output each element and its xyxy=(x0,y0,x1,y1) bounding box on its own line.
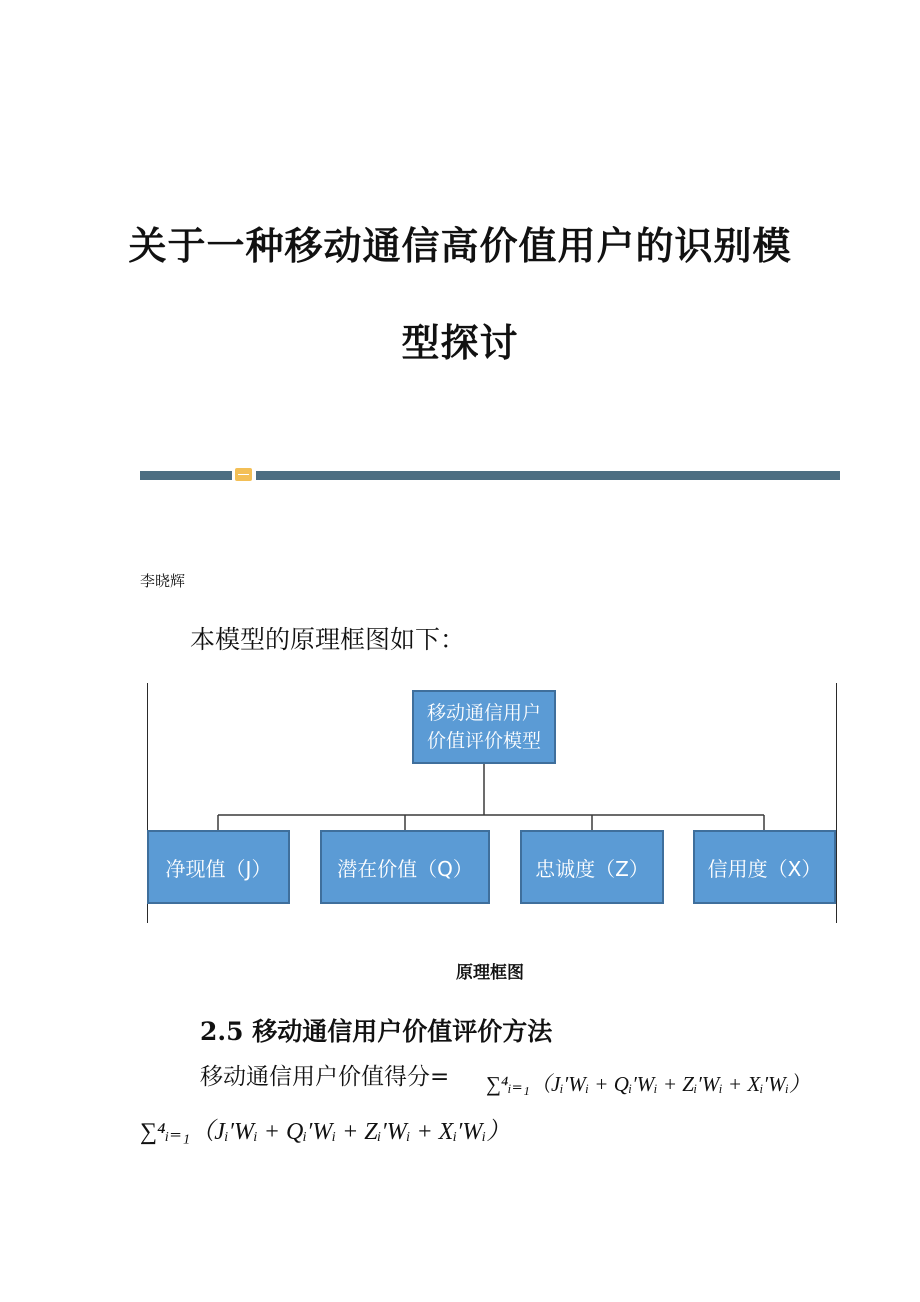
diagram-root-node xyxy=(412,690,556,764)
author-name: 李晓辉 xyxy=(140,572,186,590)
diagram-leaf-node: 潜在价值（Q） xyxy=(320,830,490,904)
diagram-leaf-node: 信用度（X） xyxy=(693,830,836,904)
formula-display: ∑⁴ᵢ₌₁（Jᵢ′Wᵢ + Qᵢ′Wᵢ + Zᵢ′Wᵢ + Xᵢ′Wᵢ） xyxy=(140,1119,511,1145)
document-title-line-2: 型探讨 xyxy=(401,320,519,365)
formula-inline: ∑⁴ᵢ₌₁（Jᵢ′Wᵢ + Qᵢ′Wᵢ + Zᵢ′Wᵢ + Xᵢ′Wᵢ） xyxy=(486,1072,810,1096)
root-node-line-1: 移动通信用户 xyxy=(426,702,541,724)
score-label: 移动通信用户价值得分= xyxy=(200,1064,450,1090)
intro-paragraph: 本模型的原理框图如下： xyxy=(190,625,466,654)
root-node-line-2: 价值评价模型 xyxy=(426,730,541,752)
diagram-leaf-node: 忠诚度（Z） xyxy=(520,830,664,904)
diagram-leaf-node: 净现值（J） xyxy=(147,830,290,904)
section-heading: 2.5 移动通信用户价值评价方法 xyxy=(200,1017,553,1046)
diagram-caption: 原理框图 xyxy=(456,963,524,983)
document-title-line-1: 关于一种移动通信高价值用户的识别模 xyxy=(128,223,792,268)
